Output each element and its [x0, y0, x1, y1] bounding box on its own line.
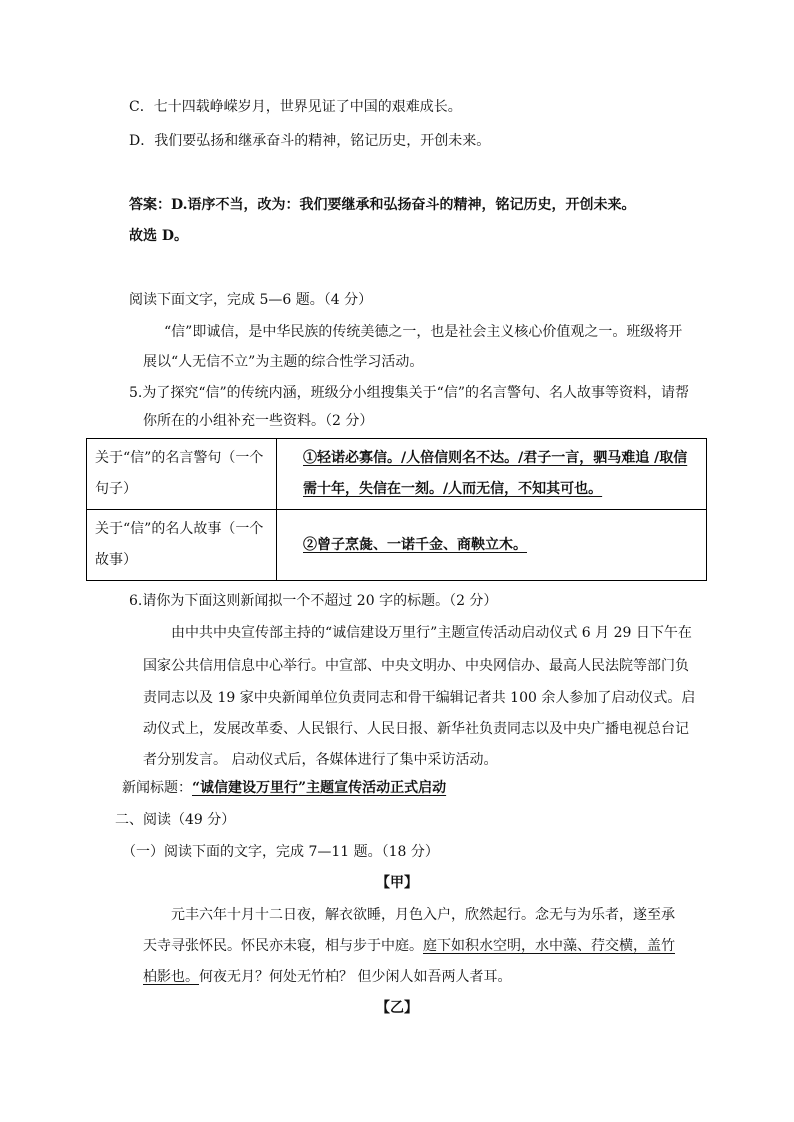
section-2-heading: 二、阅读（49 分） [115, 812, 236, 828]
passage-jia-line-2: 天寺寻张怀民。怀民亦未寝，相与步于中庭。庭下如积水空明，水中藻、荇交横，盖竹 [143, 938, 675, 954]
context-line-1: “信”即诚信，是中华民族的传统美德之一，也是社会主义核心价值观之一。班级将开 [164, 324, 683, 340]
option-d: D．我们要弘扬和继承奋斗的精神，铭记历史，开创未来。 [129, 133, 491, 149]
story-label: 关于“信”的名人故事（一个故事） [87, 510, 277, 581]
passage-jia-title: 【甲】 [376, 875, 418, 891]
news-line-1: 由中共中央宣传部主持的“诚信建设万里行”主题宣传活动启动仪式 6 月 29 日下午在 [171, 625, 692, 641]
story-answer: ②曾子烹彘、一诺千金、商鞅立木。 [277, 510, 707, 581]
question-5-line-1: 5.为了探究“信”的传统内涵，班级分小组搜集关于“信”的名言警句、名人故事等资料，请帮 [129, 385, 689, 401]
question-5-line-2: 你所在的小组补充一些资料。（2 分） [143, 413, 374, 429]
question-6: 6.请你为下面这则新闻拟一个不超过 20 字的标题。（2 分） [129, 593, 498, 609]
underlined-sentence-end: 柏影也。 [143, 969, 199, 985]
headline-answer: “诚信建设万里行”主题宣传活动正式启动 [192, 780, 447, 796]
passage-jia-line-1: 元丰六年十月十二日夜，解衣欲睡，月色入户，欣然起行。念无与为乐者，遂至承 [171, 907, 675, 923]
answer-choice: 故选 D。 [129, 228, 189, 244]
option-c: C．七十四载峥嵘岁月，世界见证了中国的艰难成长。 [129, 99, 462, 115]
headline-label: 新闻标题： [122, 780, 192, 796]
news-headline [122, 778, 446, 798]
news-line-2: 国家公共信用信息中心举行。中宣部、中央文明办、中央网信办、最高人民法院等部门负 [143, 658, 689, 674]
answer-line: 答案：D.语序不当，改为：我们要继承和弘扬奋斗的精神，铭记历史，开创未来。 [129, 197, 636, 213]
news-line-4: 动仪式上，发展改革委、人民银行、人民日报、新华社负责同志以及中央广播电视总台记 [143, 721, 689, 737]
table-row [87, 510, 707, 581]
news-line-3: 责同志以及 19 家中央新闻单位负责同志和骨干编辑记者共 100 余人参加了启动仪式。启 [143, 690, 696, 706]
news-line-5: 者分别发言。 启动仪式后，各媒体进行了集中采访活动。 [143, 752, 498, 768]
table-row [87, 439, 707, 510]
proverb-label: 关于“信”的名言警句（一个句子） [87, 439, 277, 510]
underlined-sentence: 庭下如积水空明，水中藻、荇交横，盖竹 [423, 938, 675, 954]
resource-table [86, 438, 707, 581]
passage-yi-title: 【乙】 [376, 1000, 418, 1016]
passage-jia-line-3: 柏影也。何夜无月？何处无竹柏？ 但少闲人如吾两人者耳。 [143, 969, 512, 985]
proverb-answer: ①轻诺必寡信。/人倍信则名不达。/君子一言，驷马难追 /取信需十年，失信在一刻。/人而无信，不知其可也。 [277, 439, 707, 510]
subsection-1-heading: （一）阅读下面的文字，完成 7—11 题。（18 分） [122, 844, 439, 860]
reading-intro: 阅读下面文字，完成 5—6 题。（4 分） [129, 292, 373, 308]
context-line-2: 展以“人无信不立”为主题的综合性学习活动。 [143, 354, 424, 370]
